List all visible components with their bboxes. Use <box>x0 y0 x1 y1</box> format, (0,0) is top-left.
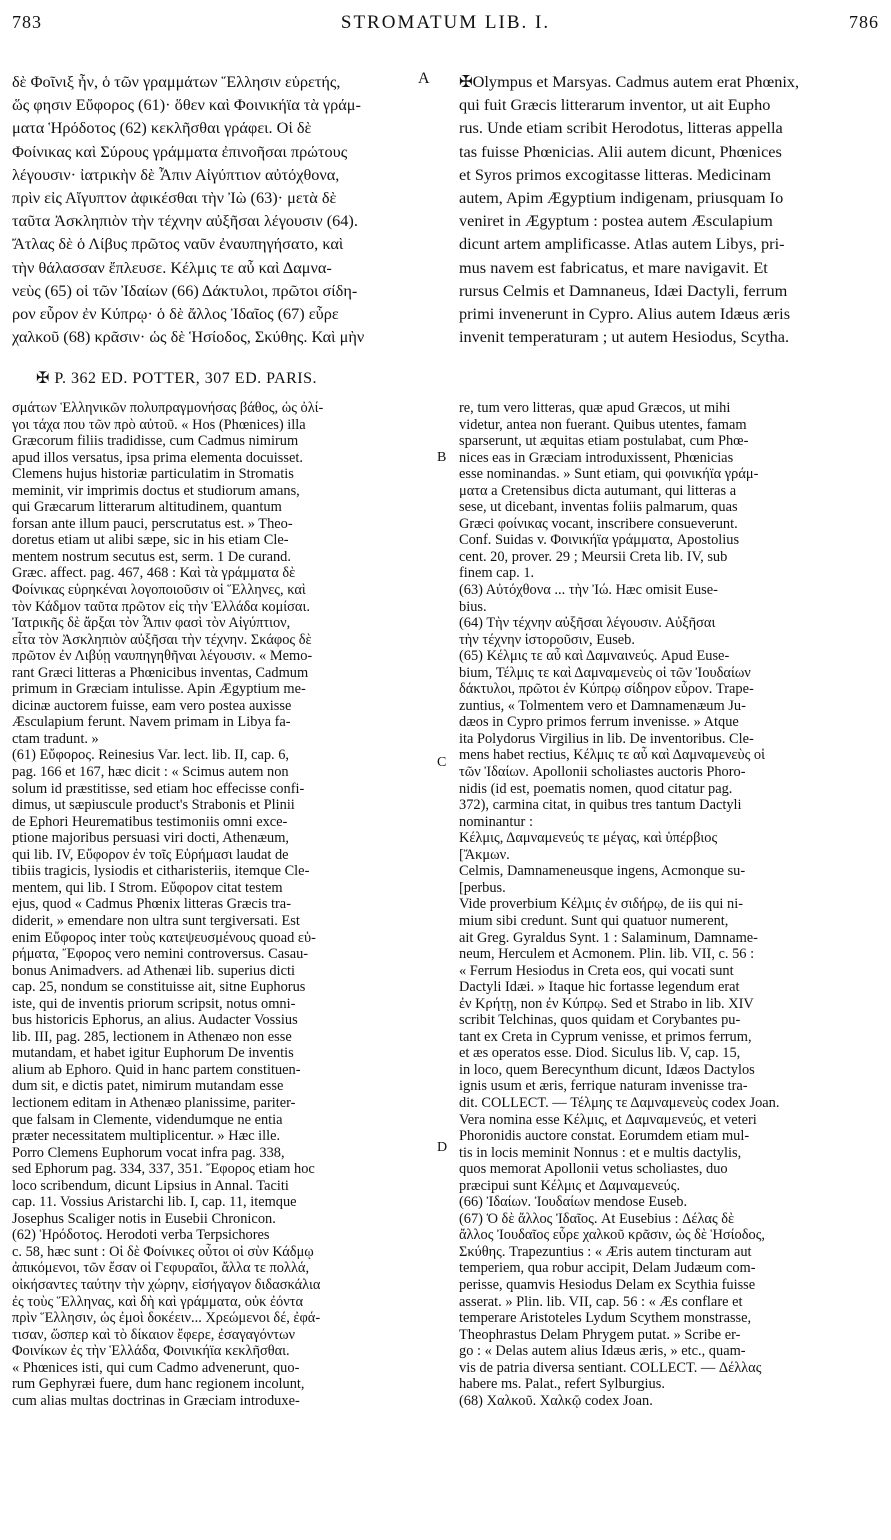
note-line: tibiis tragicis, lysiodis et citharisteriis, itemque Cle- <box>12 863 310 880</box>
note-line: rum Gephyræi fuere, dum hanc regionem incolunt, <box>12 1376 305 1393</box>
note-line: esse nominandas. » Sunt etiam, qui φοινικήϊα γράμ- <box>459 466 759 483</box>
text-line: qui fuit Græcis litterarum inventor, ut ait Eupho <box>459 95 771 115</box>
note-line: δάκτυλοι, πρῶτοι ἐν Κύπρῳ σίδηρον εὗρον. Trape- <box>459 681 754 698</box>
note-line: Græcorum filiis tradidisse, cum Cadmus nimirum <box>12 433 299 450</box>
page-number-right: 786 <box>849 12 879 32</box>
note-line: nominantur : <box>459 813 533 830</box>
greek-text-column <box>12 70 432 360</box>
note-line: nidis (id est, poematis nomen, quod citatur pag. <box>459 780 733 797</box>
note-line: præter necessitatem multiplicentur. » Hæc ille. <box>12 1128 281 1145</box>
note-line: ἐς τοὺς Ἕλληνας, καὶ δὴ καὶ γράμματα, οὐκ ἐόντα <box>12 1293 304 1310</box>
text-line: πρὶν εἰς Αἴγυπτον ἀφικέσθαι τὴν Ἰὼ (63)· μετὰ δὲ <box>12 188 337 208</box>
note-line: Φοινίκων ἐς τὴν Ἑλλάδα, Φοινικήϊα κεκλῆσθαι. <box>12 1343 290 1360</box>
note-line: perisse, quamvis Hesiodus Delam ex Scythia fuisse <box>459 1276 756 1293</box>
footnotes <box>12 400 879 1530</box>
text-line: ταῦτα Ἀσκληπιὸν τὴν τέχνην αὐξῆσαι λέγουσιν (64). <box>12 211 358 231</box>
note-line: ματα a Cretensibus dicta autumant, qui litteras a <box>459 482 737 499</box>
note-line: ejus, quod « Cadmus Phœnix litteras Græcis tra- <box>12 896 291 913</box>
note-line: in loco, quem Berecynthum dicunt, Idæos Dactylos <box>459 1061 755 1078</box>
note-line: Vera nomina esse Κέλμις, et Δαμναμενεύς, et veteri <box>459 1111 757 1128</box>
note-line: (63) Αὐτόχθονα ... τὴν Ἰώ. Hæc omisit Euse- <box>459 582 718 599</box>
text-line: ματα Ἡρόδοτος (62) κεκλῆσθαι γράφει. Οἱ δὲ <box>12 118 312 138</box>
note-line: nices eas in Græciam introduxissent, Phœnicias <box>459 449 734 466</box>
note-line: scribit Telchinas, quos quidam et Corybantes pu- <box>459 1012 741 1029</box>
note-line: τὸν Κάδμον ταῦτα πρῶτον εἰς τὴν Ἑλλάδα κομίσαι. <box>12 598 310 615</box>
text-line: δὲ Φοῖνιξ ἦν, ὁ τῶν γραμμάτων Ἕλλησιν εὑρετής, <box>12 72 341 91</box>
latin-text-column <box>459 70 879 360</box>
note-line: ctam tradunt. » <box>12 730 99 747</box>
note-line: diderit, » emendare non ultra sunt tergiversati. Est <box>12 912 300 929</box>
note-line: apud illos versatus, ipsa prima elementa docuisset. <box>12 449 303 466</box>
text-line: dicunt artem amplificasse. Atlas autem Libys, pri- <box>459 234 785 254</box>
text-line: tas fuisse Phœnicias. Alii autem dicunt, Phœnices <box>459 141 782 161</box>
note-line: cent. 20, prover. 29 ; Meursii Creta lib. IV, sub <box>459 548 728 565</box>
note-line: sed Ephorum pag. 334, 337, 351. Ἔφορος etiam hoc <box>12 1161 315 1178</box>
note-line: zuntius, « Tolmentem vero et Damnamenæum Ju- <box>459 697 746 714</box>
text-line: Φοίνικας καὶ Σύρους γράμματα ἐπινοῆσαι πρώτους <box>12 141 348 161</box>
note-line: τῶν Ἰδαίων. Apollonii scholiastes auctoris Phoro- <box>459 764 746 781</box>
note-line: dum sit, e dictis patet, nimirum mutandam esse <box>12 1078 284 1095</box>
note-line: præcipui sunt Κέλμις et Δαμναμενεύς. <box>459 1177 681 1194</box>
note-line: [Ἄκμων. <box>459 846 510 863</box>
note-line: mens habet rectius, Κέλμις τε αὖ καὶ Δαμναμενεὺς οἱ <box>459 747 765 764</box>
note-line: Porro Clemens Euphorum vocat infra pag. 338, <box>12 1144 285 1161</box>
note-line: (67) Ὁ δὲ ἄλλος Ἰδαῖος. At Eusebius : Δέλας δὲ <box>459 1210 735 1227</box>
note-line: et æs operatos esse. Diod. Siculus lib. V, cap. 15, <box>459 1045 741 1062</box>
note-line: que falsam in Clemente, videndumque ne entia <box>12 1111 283 1128</box>
note-line: Σκύθης. Trapezuntius : « Æris autem tincturam aut <box>459 1243 752 1260</box>
note-line: cap. 11. Vossius Aristarchi lib. I, cap. 11, itemque <box>12 1194 297 1211</box>
note-line: sparserunt, ut æquitas etiam postulabat, cum Phœ- <box>459 433 749 450</box>
note-line: ἀπικόμενοι, τῶν ἔσαν οἱ Γεφυραῖοι, ἄλλα τε πολλά, <box>12 1260 310 1277</box>
note-line: tis in locis meminit Nonnus : et e multis dactylis, <box>459 1144 742 1161</box>
note-line: Æsculapium ferunt. Navem primam in Libya fa- <box>12 714 291 731</box>
note-line: mutandam, et habet igitur Euphorum De inventis <box>12 1045 294 1062</box>
note-line: mium sibi credunt. Sunt qui quatuor numerent, <box>459 912 729 929</box>
note-line: πρὶν Ἕλλησιν, ὡς ἐμοὶ δοκέειν... Χρεώμενοι δέ, ἐφά- <box>12 1310 321 1327</box>
note-line: sese, ut dicebant, inventas foliis palmarum, quas <box>459 499 738 516</box>
text-line: primi invenerunt in Cypro. Alius autem Idæus æris <box>459 304 791 324</box>
note-line: lectionem editam in Athenæo planissime, pariter- <box>12 1094 296 1111</box>
note-line: meminit, vir imprimis doctus et studiorum amans, <box>12 482 300 499</box>
margin-letter-c: C <box>437 755 447 770</box>
note-line: primum in Græciam intulisse. Apin Ægyptium me- <box>12 681 306 698</box>
note-line: Græc. affect. pag. 467, 468 : Καὶ τὰ γράμματα δὲ <box>12 565 296 582</box>
note-line: mentem nostrum secutus est, serm. 1 De curand. <box>12 548 291 565</box>
note-line: γοι τάχα που τῶν πρὸ αὐτοῦ. « Hos (Phœnices) illa <box>12 416 306 433</box>
page-number-left: 783 <box>12 12 42 32</box>
note-line: τισαν, ὥσπερ καὶ τὸ δίκαιον ἔφερε, ἐσαγαγόντων <box>12 1326 296 1343</box>
note-line: Dactyli Idæi. » Itaque hic fortasse legendum erat <box>459 979 740 996</box>
note-line: mentem, qui lib. I Strom. Εὔφορον citat testem <box>12 879 283 896</box>
margin-letter-d: D <box>437 1140 448 1155</box>
note-line: qui Græcarum litterarum altitudinem, quantum <box>12 499 282 516</box>
text-line: rursus Celmis et Damnaneus, Idæi Dactyli, ferrum <box>459 280 788 300</box>
text-line: χαλκοῦ (68) κρᾶσιν· ὡς δὲ Ἡσίοδος, Σκύθης. Καὶ μὴν <box>12 327 365 347</box>
note-line: (62) Ἡρόδοτος. Herodoti verba Terpsichores <box>12 1227 270 1244</box>
note-line: ait Greg. Gyraldus Synt. 1 : Salaminum, Damname- <box>459 929 758 946</box>
note-line: videtur, antea non fuerant. Quibus utentes, famam <box>459 416 747 433</box>
note-line: οἰκήσαντες ταύτην τὴν χώρην, εἰσήγαγον διδασκάλια <box>12 1276 321 1293</box>
running-title: STROMATUM LIB. I. <box>340 12 551 33</box>
note-line: cap. 25, nondum se constituisse ait, sitne Euphorus <box>12 979 306 996</box>
note-line: Φοίνικας εὑρηκέναι λογοποιοῦσιν οἱ Ἕλληνες, καὶ <box>12 582 306 599</box>
note-line: cum alias multas doctrinas in Græciam introduxe- <box>12 1392 300 1409</box>
note-line: ἐν Κρήτῃ, non ἐν Κύπρῳ. Sed et Strabo in lib. XIV <box>459 995 754 1012</box>
note-line: Theophrastus Delam Phrygem putat. » Scribe er- <box>459 1326 741 1343</box>
note-line: Josephus Scaliger notis in Eusebii Chronicon. <box>12 1210 276 1227</box>
note-line: loco scribendum, dicunt Lipsius in Annal. Taciti <box>12 1177 289 1194</box>
note-line: [perbus. <box>459 879 506 896</box>
note-line: dicinæ auctorem fuisse, eam vero postea auxisse <box>12 697 292 714</box>
note-line: (61) Εὔφορος. Reinesius Var. lect. lib. II, cap. 6, <box>12 747 290 764</box>
notes-right-column <box>459 400 879 1530</box>
text-line: λέγουσιν· ἰατρικὴν δὲ Ἆπιν Αἰγύπτιον αὐτόχθονα, <box>12 164 340 184</box>
note-line: Κέλμις, Δαμναμενεύς τε μέγας, καὶ ὑπέρβιος <box>459 830 718 847</box>
note-line: alium ab Ephoro. Quid in hanc partem constituen- <box>12 1061 301 1078</box>
text-line: ✠Olympus et Marsyas. Cadmus autem erat Phœnix, <box>459 72 800 91</box>
text-line: veniret in Ægyptum : postea autem Æsculapium <box>459 211 773 231</box>
note-line: rant Græci litteras a Phœnicibus inventas, Cadmum <box>12 664 309 681</box>
note-line: Ἰατρικῆς δὲ ἄρξαι τὸν Ἆπιν φασὶ τὸν Αἰγύπτιον, <box>12 615 291 632</box>
text-line: Ἄτλας δὲ ὁ Λίβυς πρῶτος ναῦν ἐναυπηγήσατο, καὶ <box>12 234 344 254</box>
note-line: (65) Κέλμις τε αὖ καὶ Δαμναινεύς. Apud Euse- <box>459 648 730 665</box>
note-line: neum, Herculem et Acmonem. Plin. lib. VII, c. 56 : <box>459 946 755 963</box>
text-line: ὥς φησιν Εὔφορος (61)· ὅθεν καὶ Φοινικήϊα τὰ γράμ- <box>12 95 361 115</box>
note-line: asserat. » Plin. lib. VII, cap. 56 : « Æs conflare et <box>459 1293 743 1310</box>
text-line: rus. Unde etiam scribit Herodotus, litteras appella <box>459 118 783 138</box>
note-line: σμάτων Ἑλληνικῶν πολυπραγμονήσας βάθος, ὡς ὀλί- <box>12 400 324 416</box>
note-line: dimus, ut sæpiuscule product's Strabonis et Plinii <box>12 797 295 814</box>
note-line: bonus Animadvers. ad Athenæi lib. superius dicti <box>12 962 295 979</box>
note-line: τὴν τέχνην ἱστοροῦσιν, Euseb. <box>459 631 635 648</box>
margin-letter-a: A <box>418 70 430 87</box>
note-line: solum id præstitisse, sed etiam hoc effecisse confi- <box>12 780 305 797</box>
note-line: temperare Aristoteles Lydum Scythem monstrasse, <box>459 1310 752 1327</box>
note-line: Conf. Suidas v. Φοινικήϊα γράμματα, Apostolius <box>459 532 740 549</box>
note-line: πρῶτον ἐν Λιβύῃ ναυπηγηθῆναι λέγουσιν. « Memo- <box>12 648 313 665</box>
note-line: ἄλλος Ἰουδαῖος εὗρε χαλκοῦ κρᾶσιν, ὡς δὲ Ἡσίοδος, <box>459 1227 766 1244</box>
text-line: νεὺς (65) οἱ τῶν Ἰδαίων (66) Δάκτυλοι, πρῶτοι σίδη- <box>12 280 358 300</box>
note-line: ptione majoribus persuasi viri docti, Athenæum, <box>12 830 289 847</box>
text-line: invenit temperaturam ; ut autem Hesiodus, Scytha. <box>459 327 790 347</box>
note-line: dit. COLLECT. — Τέλμης τε Δαμναμενεὺς codex Joan. <box>459 1094 780 1111</box>
text-line: autem, Apim Ægyptium indigenam, priusquam Io <box>459 188 784 208</box>
note-line: finem cap. 1. <box>459 565 535 582</box>
note-line: Clemens hujus historiæ particulatim in Stromatis <box>12 466 294 483</box>
notes-left-column <box>12 400 432 1530</box>
note-line: re, tum vero litteras, quæ apud Græcos, ut mihi <box>459 400 731 416</box>
note-line: dæos in Cypro primos ferrum invenisse. » Atque <box>459 714 739 731</box>
text-line: ρον εὗρον ἐν Κύπρῳ· ὁ δὲ ἄλλος Ἰδαῖος (67) εὗρε <box>12 304 339 324</box>
note-line: (64) Τὴν τέχνην αὐξῆσαι λέγουσιν. Αὐξῆσαι <box>459 615 716 632</box>
note-line: Græci φοίνικας vocant, inscribere consueverunt. <box>459 515 738 532</box>
note-line: bium, Τέλμις τε καὶ Δαμναμενεὺς οἱ τῶν Ἰουδαίων <box>459 664 751 681</box>
note-line: vis de patria diversa sentiant. COLLECT. — Δέλλας <box>459 1359 762 1376</box>
note-line: εἶτα τὸν Ἀσκληπιὸν αὐξῆσαι τὴν τέχνην. Σκάφος δὲ <box>12 631 312 648</box>
note-line: forsan ante illum pauci, perscrutatus est. » Theo- <box>12 515 293 532</box>
note-line: 372), carmina citat, in quibus tres tantum Dactyli <box>459 797 742 814</box>
page-header <box>12 12 879 38</box>
note-line: pag. 166 et 167, hæc dicit : « Scimus autem non <box>12 764 289 781</box>
note-line: ita Polydorus Virgilius in lib. De inventoribus. Cle- <box>459 730 754 747</box>
note-line: de Ephori Heurematibus testimoniis omni exce- <box>12 813 288 830</box>
note-line: iste, qui de inventis priorum scripsit, notus omni- <box>12 995 296 1012</box>
note-line: habere ms. Palat., refert Sylburgius. <box>459 1376 665 1393</box>
text-line: τὴν θάλασσαν ἔπλευσε. Κέλμις τε αὖ καὶ Δαμνα- <box>12 257 332 277</box>
note-line: quos memorat Apollonii vetus scholiastes, duo <box>459 1161 728 1178</box>
note-line: « Ferrum Hesiodus in Creta eos, qui vocati sunt <box>459 962 734 979</box>
note-line: Vide proverbium Κέλμις ἐν σιδήρῳ, de iis qui ni- <box>459 896 744 913</box>
note-line: c. 58, hæc sunt : Οἱ δὲ Φοίνικες οὗτοι οἱ σὺν Κάδμῳ <box>12 1243 314 1260</box>
edition-reference: ✠ P. 362 ED. POTTER, 307 ED. PARIS. <box>36 370 318 387</box>
main-text <box>12 70 879 360</box>
note-line: temperiem, qua robur accipit, Delam Judæum com- <box>459 1260 756 1277</box>
note-line: enim Εὔφορος inter τοὺς κατεψευσμένους quoad εὑ- <box>12 929 316 946</box>
text-line: et Syros primos excogitasse litteras. Medicinam <box>459 164 771 184</box>
note-line: lib. III, pag. 285, lectionem in Athenæo non esse <box>12 1028 292 1045</box>
note-line: bius. <box>459 598 487 615</box>
note-line: qui lib. IV, Εὔφορον ἐν τοῖς Εὑρήμασι laudat de <box>12 846 289 863</box>
note-line: « Phœnices isti, qui cum Cadmo advenerunt, quo- <box>12 1359 300 1376</box>
note-line: ignis usum et æris, ferrique naturam invenisse tra- <box>459 1078 748 1095</box>
note-line: tant ex Creta in Cyprum venisse, et primos ferrum, <box>459 1028 752 1045</box>
note-line: Celmis, Damnameneusque ingens, Acmonque su- <box>459 863 746 880</box>
margin-letter-b: B <box>437 450 447 465</box>
note-line: doretus etiam ut alibi sæpe, sic in his etiam Cle- <box>12 532 289 549</box>
note-line: bus historicis Ephorus, an alius. Audacter Vossius <box>12 1012 298 1029</box>
note-line: ρήματα, Ἔφορος vero nemini controversus. Casau- <box>12 946 309 963</box>
note-line: (68) Χαλκοῦ. Χαλκῷ codex Joan. <box>459 1392 653 1409</box>
note-line: Phoronidis auctore constat. Eorumdem etiam mul- <box>459 1128 750 1145</box>
text-line: mus navem est fabricatus, et mare navigavit. Et <box>459 257 768 277</box>
note-line: go : « Delas autem alius Idæus æris, » etc., quam- <box>459 1343 746 1360</box>
note-line: (66) Ἰδαίων. Ἰουδαίων mendose Euseb. <box>459 1194 688 1211</box>
